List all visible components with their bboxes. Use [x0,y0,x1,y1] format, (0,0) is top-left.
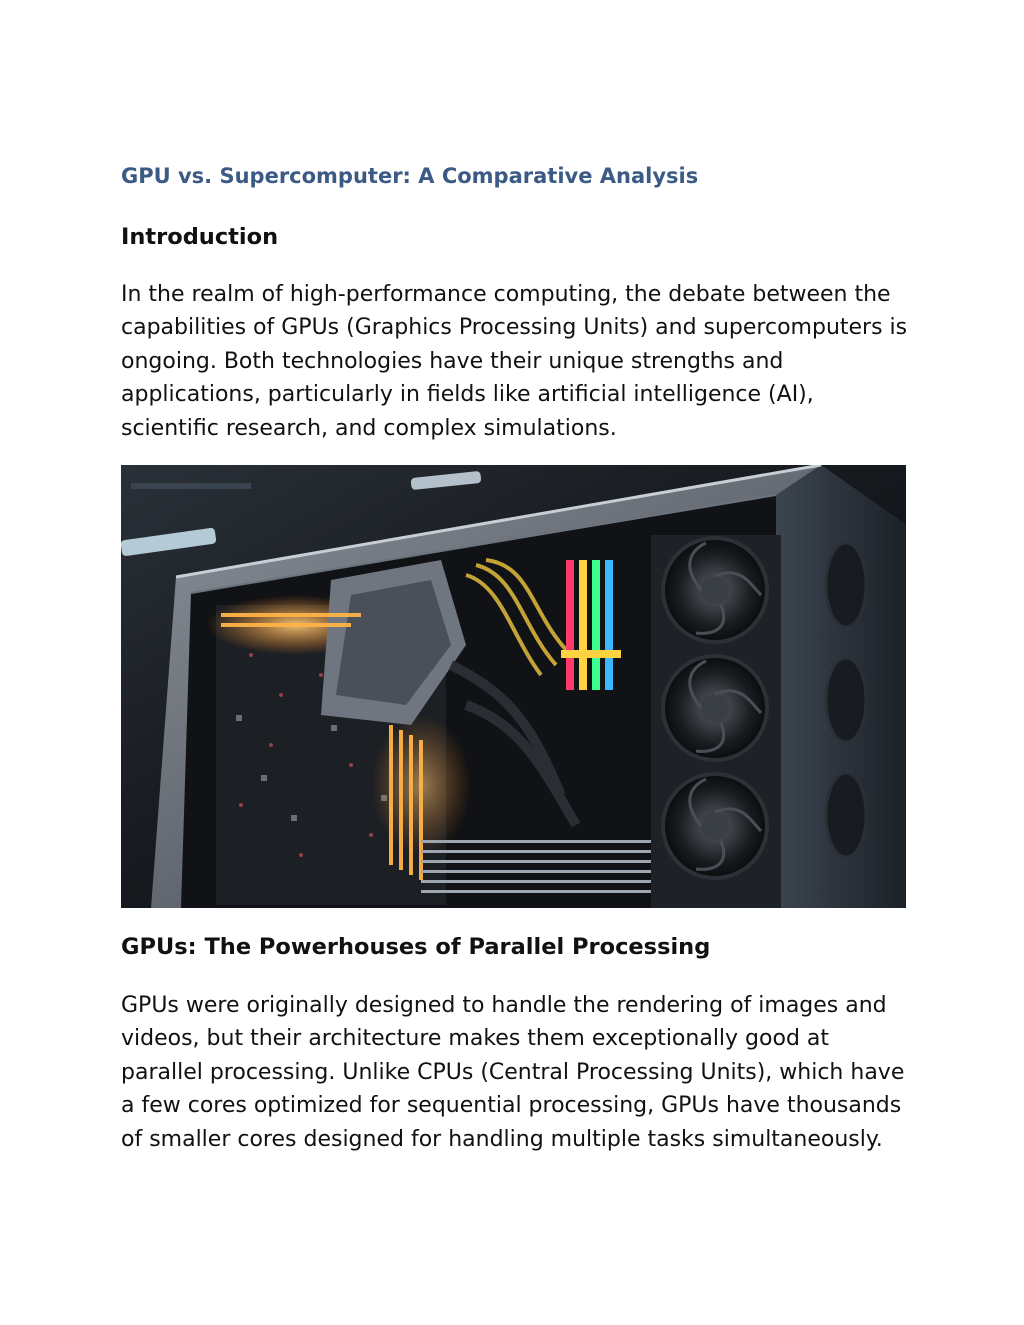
section-paragraph-introduction: In the realm of high-performance computing, the debate between the capabilities of GPUs (Graphics Processing Units) and supercomputers is ongoing. Both technologies have their unique strengths and applications, particularly in fields like artificial intelligence (AI), scientific research, and complex simulations. [121,282,908,441]
section-paragraph-gpus: GPUs were originally designed to handle the rendering of images and videos, but their architecture makes them exceptionally good at parallel processing. Unlike CPUs (Central Processing Units), which have a few cores optimized for sequential processing, GPUs have thousands of smaller cores designed for handling multiple tasks simultaneously. [121,993,905,1152]
document-title: GPU vs. Supercomputer: A Comparative Analysis [121,164,699,188]
section-heading-introduction: Introduction [121,224,279,250]
section-heading-gpus: GPUs: The Powerhouses of Parallel Processing [121,934,711,960]
hero-image-pc-case [121,465,906,908]
